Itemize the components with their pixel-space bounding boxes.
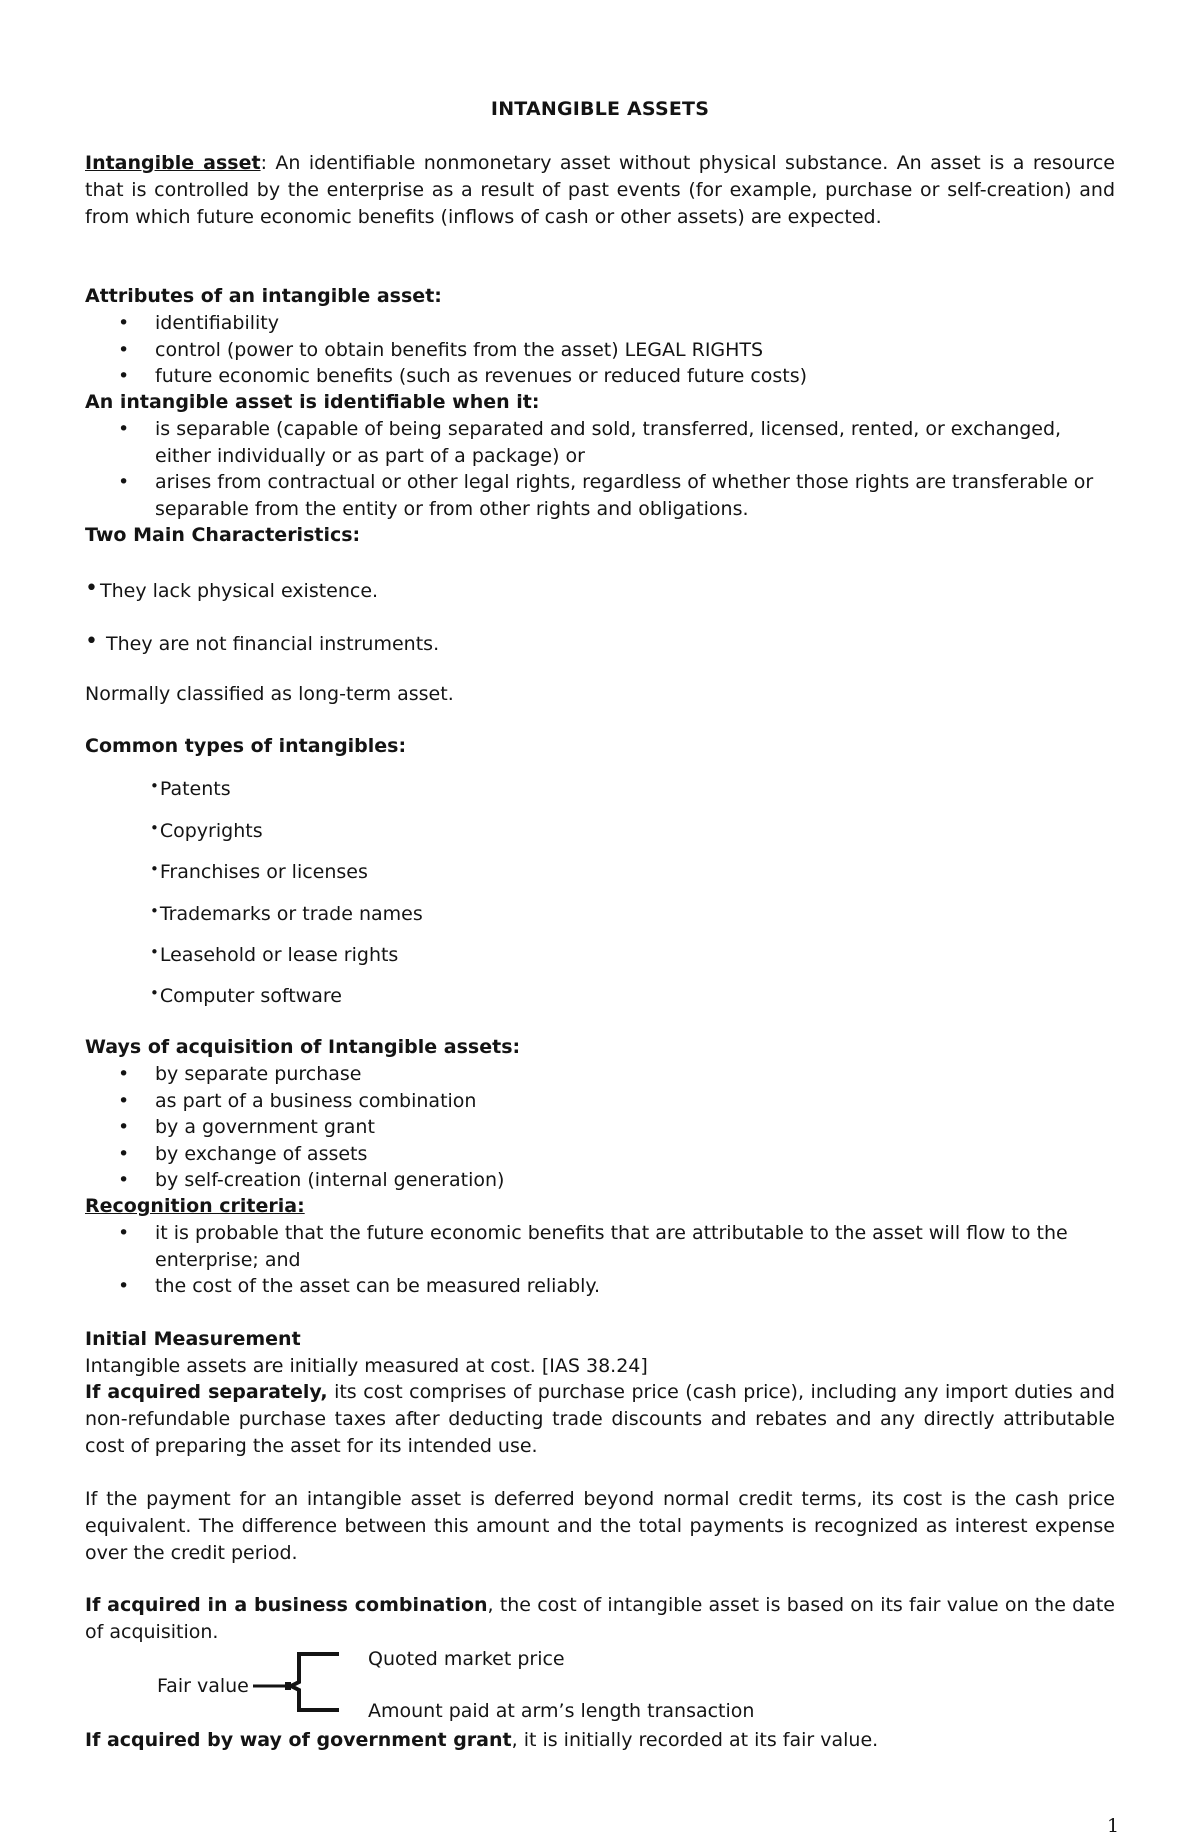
- attributes-heading: Attributes of an intangible asset:: [85, 285, 442, 307]
- bullet-icon: •: [150, 860, 159, 878]
- list-item: • it is probable that the future economic benefits that are attributable to the asset will flow to the enterprise; and: [85, 1220, 1115, 1273]
- page-title: INTANGIBLE ASSETS: [490, 98, 710, 120]
- type-item: •Franchises or licenses: [150, 860, 368, 883]
- deferred-payment-paragraph: If the payment for an intangible asset is deferred beyond normal credit terms, its cost is the cash price equivalent. The difference between this amount and the total payments is recognized as interest expense over the credit period.: [85, 1488, 1115, 1564]
- identifiable-list: [85, 416, 1115, 522]
- type-item: •Patents: [150, 777, 231, 800]
- type-item: •Trademarks or trade names: [150, 902, 423, 925]
- attributes-list: [85, 310, 1115, 390]
- list-item: • is separable (capable of being separated and sold, transferred, licensed, rented, or exchanged, either individually or as part of a package) or: [85, 416, 1115, 469]
- classification-note: Normally classified as long-term asset.: [85, 683, 454, 705]
- bullet-icon: •: [85, 576, 98, 601]
- definition-term: Intangible asset: [85, 152, 261, 174]
- measurement-heading: Initial Measurement: [85, 1328, 301, 1350]
- bullet-icon: •: [150, 984, 159, 1002]
- type-item: •Computer software: [150, 984, 342, 1007]
- bullet-icon: •: [150, 777, 159, 795]
- page-number: 1: [1107, 1815, 1120, 1837]
- measurement-intro: Intangible assets are initially measured at cost. [IAS 38.24]: [85, 1355, 648, 1377]
- bullet-icon: •: [150, 902, 159, 920]
- list-item: • control (power to obtain benefits from the asset) LEGAL RIGHTS: [85, 337, 1115, 364]
- type-item: •Leasehold or lease rights: [150, 943, 399, 966]
- list-item: • by exchange of assets: [85, 1141, 1115, 1168]
- government-grant-paragraph: If acquired by way of government grant, it is initially recorded at its fair value.: [85, 1729, 879, 1751]
- type-item: •Copyrights: [150, 819, 263, 842]
- list-item: • by self-creation (internal generation): [85, 1167, 1115, 1194]
- business-combination-paragraph: If acquired in a business combination, the cost of intangible asset is based on its fair value on the date of acquisition.: [85, 1594, 1115, 1643]
- recognition-heading: Recognition criteria:: [85, 1195, 305, 1217]
- list-item: • as part of a business combination: [85, 1088, 1115, 1115]
- characteristic-item: • They are not financial instruments.: [85, 629, 440, 655]
- list-item: • future economic benefits (such as revenues or reduced future costs): [85, 363, 1115, 390]
- fair-value-option: Quoted market price: [368, 1648, 565, 1670]
- characteristics-heading: Two Main Characteristics:: [85, 524, 361, 546]
- acquisition-list: [85, 1061, 1115, 1194]
- definition-text: : An identifiable nonmonetary asset without physical substance. An asset is a resource that is controlled by the enterprise as a result of past events (for example, purchase or self-creation) and from which future economic benefits (inflows of cash or other assets) are expected.: [85, 152, 1115, 228]
- fair-value-label: Fair value: [157, 1675, 249, 1697]
- list-item: • identifiability: [85, 310, 1115, 337]
- list-item: • the cost of the asset can be measured reliably.: [85, 1273, 1115, 1300]
- fair-value-brace-icon: [253, 1648, 353, 1712]
- separate-purchase-paragraph: If acquired separately, its cost comprises of purchase price (cash price), including any import duties and non-refundable purchase taxes after deducting trade discounts and rebates and any directly attributable cost of preparing the asset for its intended use.: [85, 1381, 1115, 1457]
- types-heading: Common types of intangibles:: [85, 735, 407, 757]
- definition-paragraph: [85, 150, 1115, 231]
- list-item: • arises from contractual or other legal rights, regardless of whether those rights are transferable or separable from the entity or from other rights and obligations.: [85, 469, 1115, 522]
- list-item: • by separate purchase: [85, 1061, 1115, 1088]
- bullet-icon: •: [150, 819, 159, 837]
- identifiable-heading: An intangible asset is identifiable when it:: [85, 391, 540, 413]
- acquisition-heading: Ways of acquisition of Intangible assets:: [85, 1036, 521, 1058]
- fair-value-option: Amount paid at arm’s length transaction: [368, 1700, 755, 1722]
- bullet-icon: •: [150, 943, 159, 961]
- recognition-list: [85, 1220, 1115, 1300]
- characteristic-item: • They lack physical existence.: [85, 576, 379, 602]
- list-item: • by a government grant: [85, 1114, 1115, 1141]
- bullet-icon: •: [85, 629, 98, 654]
